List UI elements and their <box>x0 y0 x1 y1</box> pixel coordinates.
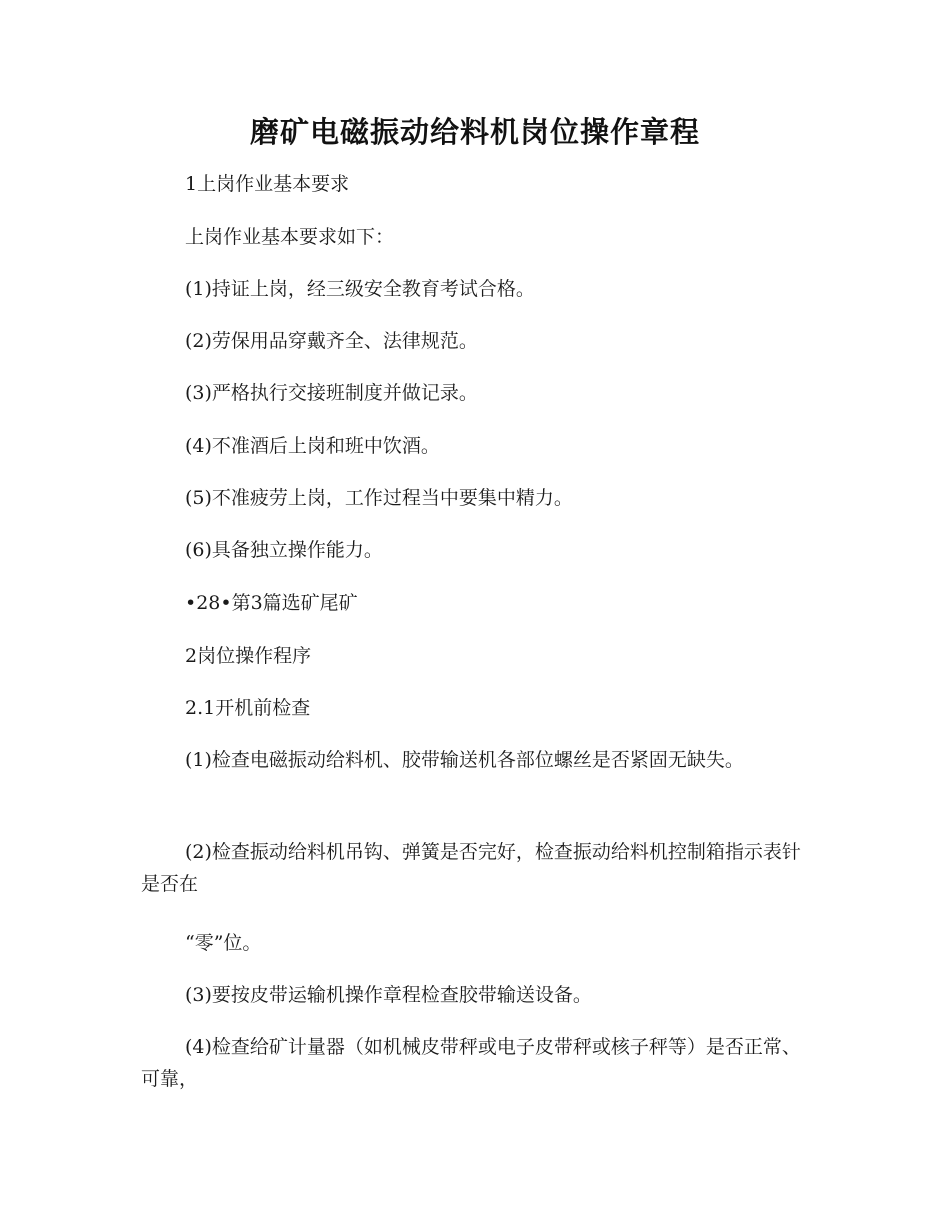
page-footer-note: •28•第3篇选矿尾矿 <box>185 592 358 614</box>
check-item-2: (2)检查振动给料机吊钩、弹簧是否完好，检查振动给料机控制箱指示表针是否在 <box>141 841 801 895</box>
section-heading-1: 1上岗作业基本要求 <box>185 173 350 195</box>
requirement-item-1: (1)持证上岗，经三级安全教育考试合格。 <box>185 278 535 300</box>
check-item-4: (4)检查给矿计量器（如机械皮带秤或电子皮带秤或核子秤等）是否正常、可靠， <box>141 1036 801 1090</box>
requirement-item-4: (4)不准酒后上岗和班中饮酒。 <box>185 435 440 457</box>
requirement-item-5: (5)不准疲劳上岗，工作过程当中要集中精力。 <box>185 487 573 509</box>
section-heading-2: 2岗位操作程序 <box>185 645 312 667</box>
subsection-heading-2-1: 2.1开机前检查 <box>185 697 311 719</box>
check-item-2-continued: “零”位。 <box>185 932 262 954</box>
check-item-3: (3)要按皮带运输机操作章程检查胶带输送设备。 <box>185 984 592 1006</box>
check-item-1: (1)检查电磁振动给料机、胶带输送机各部位螺丝是否紧固无缺失。 <box>185 749 744 771</box>
paragraph-intro: 上岗作业基本要求如下： <box>185 226 395 248</box>
requirement-item-6: (6)具备独立操作能力。 <box>185 539 383 561</box>
requirement-item-2: (2)劳保用品穿戴齐全、法律规范。 <box>185 330 478 352</box>
document-title: 磨矿电磁振动给料机岗位操作章程 <box>249 115 700 149</box>
requirement-item-3: (3)严格执行交接班制度并做记录。 <box>185 382 478 404</box>
